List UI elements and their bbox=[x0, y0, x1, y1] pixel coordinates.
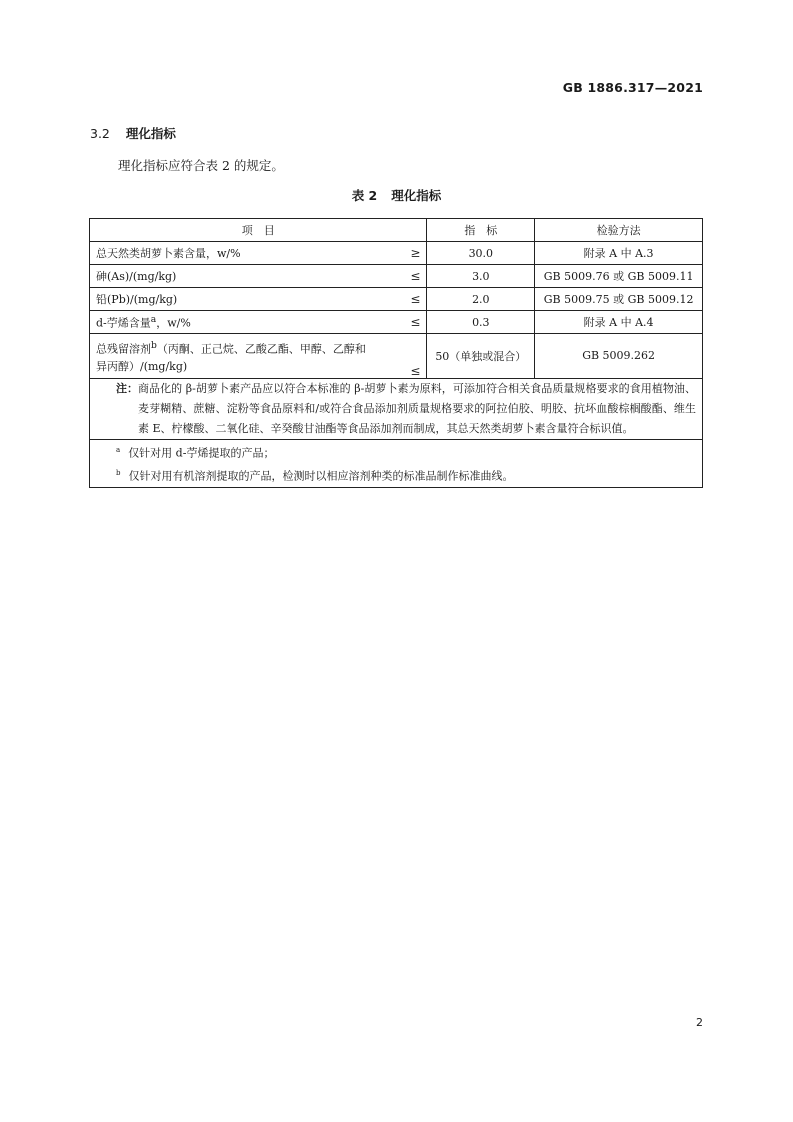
table-row bbox=[90, 265, 703, 288]
row-item-label: 铅(Pb)/(mg/kg) bbox=[96, 293, 178, 306]
spec-table bbox=[89, 218, 703, 488]
row-item-cell bbox=[90, 334, 427, 379]
footnote: $^a$ 仅针对用 d-苧烯提取的产品； bbox=[116, 445, 275, 460]
footnote-mark: a bbox=[150, 313, 157, 325]
row-method: 附录 A 中 A.4 bbox=[535, 311, 703, 334]
footnote-mark: b bbox=[151, 340, 157, 351]
table-footnote-row bbox=[90, 439, 703, 487]
row-item-label: 砷(As)/(mg/kg) bbox=[96, 270, 177, 283]
row-method: GB 5009.262 bbox=[535, 334, 703, 379]
standard-number: GB 1886.317—2021 bbox=[562, 80, 703, 95]
table-row bbox=[90, 288, 703, 311]
section-title: 理化指标 bbox=[125, 126, 176, 141]
header-value: 指 标 bbox=[427, 219, 535, 242]
table-footnotes bbox=[90, 439, 703, 487]
row-value: 0.3 bbox=[427, 311, 535, 334]
table-caption bbox=[0, 186, 793, 204]
note-label: 注： bbox=[116, 381, 138, 395]
row-value: 30.0 bbox=[427, 242, 535, 265]
section-number: 3.2 bbox=[90, 126, 110, 141]
section-paragraph: 理化指标应符合表 2 的规定。 bbox=[118, 158, 284, 173]
row-value: 3.0 bbox=[427, 265, 535, 288]
row-item-cell bbox=[90, 242, 427, 265]
table-caption-title: 理化指标 bbox=[391, 188, 442, 203]
table-note bbox=[90, 378, 703, 439]
row-item-label: d-苧烯含量$^a$，w/% bbox=[96, 313, 191, 330]
row-method: GB 5009.76 或 GB 5009.11 bbox=[535, 265, 703, 288]
row-method: 附录 A 中 A.3 bbox=[535, 242, 703, 265]
table-caption-label: 表 2 bbox=[351, 188, 378, 203]
table-header-row bbox=[90, 219, 703, 242]
page-number: 2 bbox=[696, 1016, 703, 1029]
row-value: 50（单独或混合） bbox=[427, 334, 535, 379]
row-item-cell bbox=[90, 288, 427, 311]
comparison-symbol: ≤ bbox=[410, 363, 421, 378]
comparison-symbol: ≤ bbox=[410, 315, 421, 329]
table-row bbox=[90, 334, 703, 379]
footnote: $^b$ 仅针对用有机溶剂提取的产品，检测时以相应溶剂种类的标准品制作标准曲线。 bbox=[116, 469, 514, 483]
table-note-row bbox=[90, 378, 703, 439]
row-item-label: 总天然类胡萝卜素含量，w/% bbox=[96, 247, 241, 260]
row-item-label: 总残留溶剂$^b$（丙酮、正己烷、乙酸乙酯、甲醇、乙醇和 异丙醇）/(mg/kg) bbox=[96, 340, 366, 373]
row-item-cell bbox=[90, 311, 427, 334]
header-item: 项 目 bbox=[90, 219, 427, 242]
table-row bbox=[90, 311, 703, 334]
row-item-cell bbox=[90, 265, 427, 288]
section-heading bbox=[90, 124, 176, 142]
header-method: 检验方法 bbox=[535, 219, 703, 242]
row-value: 2.0 bbox=[427, 288, 535, 311]
comparison-symbol: ≥ bbox=[410, 246, 421, 260]
comparison-symbol: ≤ bbox=[410, 292, 421, 306]
comparison-symbol: ≤ bbox=[410, 269, 421, 283]
note-text: 商品化的 β-胡萝卜素产品应以符合本标准的 β-胡萝卜素为原料，可添加符合相关食品质量规格要求的食用植物油、麦芽糊精、蔗糖、淀粉等食品原料和/或符合食品添加剂质量规格要求的阿拉伯胶、明胶、抗坏血酸棕榈酸酯、维生素 E、柠檬酸、二氧化硅、辛癸酸甘油酯等食品添加剂而制成，其总天然类胡萝卜素含量符合标识值。 bbox=[138, 381, 696, 435]
row-method: GB 5009.75 或 GB 5009.12 bbox=[535, 288, 703, 311]
table-row bbox=[90, 242, 703, 265]
